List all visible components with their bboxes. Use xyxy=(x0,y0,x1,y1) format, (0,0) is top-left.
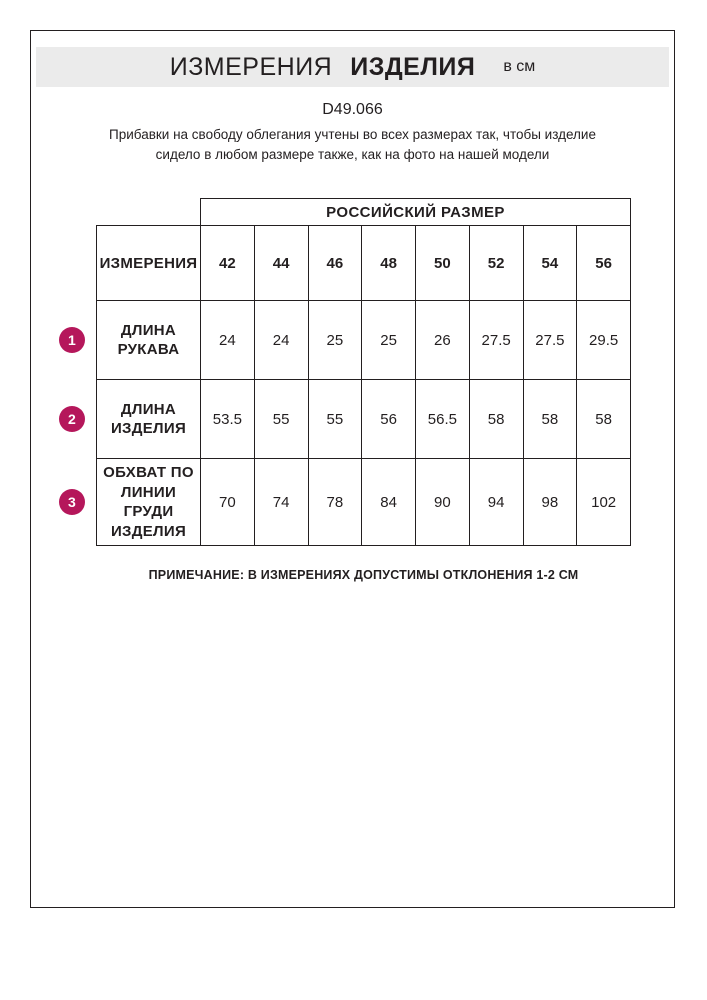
document-header xyxy=(36,47,669,87)
column-header-measurements: ИЗМЕРЕНИЯ xyxy=(97,226,201,301)
header-title-product: ИЗДЕЛИЯ xyxy=(350,52,476,81)
cell-chest-54: 98 xyxy=(523,459,577,546)
size-table-wrapper xyxy=(30,198,675,582)
cell-chest-44: 74 xyxy=(254,459,308,546)
column-header-size-50: 50 xyxy=(416,226,470,301)
row-label-sleeve-length xyxy=(67,301,201,380)
row-marker-1: 1 xyxy=(59,327,85,353)
row-label-text: ДЛИНА ИЗДЕЛИЯ xyxy=(110,400,187,438)
cell-length-54: 58 xyxy=(523,380,577,459)
table-header-row xyxy=(97,226,631,301)
header-title-measurements: ИЗМЕРЕНИЯ xyxy=(169,52,333,81)
row-label-chest-girth xyxy=(67,459,201,546)
column-header-size-52: 52 xyxy=(469,226,523,301)
cell-sleeve-54: 27.5 xyxy=(523,301,577,380)
product-code: D49.066 xyxy=(322,101,383,118)
cell-sleeve-46: 25 xyxy=(308,301,362,380)
cell-sleeve-44: 24 xyxy=(254,301,308,380)
cell-chest-48: 84 xyxy=(362,459,416,546)
cell-sleeve-50: 26 xyxy=(416,301,470,380)
table-row xyxy=(97,459,631,546)
column-header-size-44: 44 xyxy=(254,226,308,301)
column-header-size-46: 46 xyxy=(308,226,362,301)
table-corner-blank xyxy=(97,199,201,226)
row-label-product-length xyxy=(67,380,201,459)
column-header-size-56: 56 xyxy=(577,226,631,301)
cell-length-48: 56 xyxy=(362,380,416,459)
cell-chest-50: 90 xyxy=(416,459,470,546)
column-header-size-42: 42 xyxy=(201,226,255,301)
cell-length-46: 55 xyxy=(308,380,362,459)
column-header-size-48: 48 xyxy=(362,226,416,301)
table-row xyxy=(97,380,631,459)
table-row xyxy=(97,301,631,380)
cell-chest-56: 102 xyxy=(577,459,631,546)
cell-length-42: 53.5 xyxy=(201,380,255,459)
cell-sleeve-52: 27.5 xyxy=(469,301,523,380)
document-content xyxy=(30,30,675,582)
cell-length-52: 58 xyxy=(469,380,523,459)
cell-chest-46: 78 xyxy=(308,459,362,546)
fit-note: Прибавки на свободу облегания учтены во всех размерах так, чтобы изделие сидело в любом размере также, как на фото на нашей модели xyxy=(109,127,596,162)
cell-chest-42: 70 xyxy=(201,459,255,546)
cell-sleeve-48: 25 xyxy=(362,301,416,380)
cell-length-44: 55 xyxy=(254,380,308,459)
row-label-text: ОБХВАТ ПО ЛИНИИ ГРУДИ ИЗДЕЛИЯ xyxy=(103,464,194,540)
size-table xyxy=(67,198,631,546)
row-marker-3: 3 xyxy=(59,489,85,515)
group-header-russian-size: РОССИЙСКИЙ РАЗМЕР xyxy=(201,199,631,226)
table-group-header-row xyxy=(97,199,631,226)
column-header-size-54: 54 xyxy=(523,226,577,301)
cell-sleeve-56: 29.5 xyxy=(577,301,631,380)
row-marker-2: 2 xyxy=(59,406,85,432)
cell-length-56: 58 xyxy=(577,380,631,459)
cell-chest-52: 94 xyxy=(469,459,523,546)
header-unit: в см xyxy=(503,58,536,75)
row-label-text: ДЛИНА РУКАВА xyxy=(117,321,180,359)
tolerance-note: ПРИМЕЧАНИЕ: В ИЗМЕРЕНИЯХ ДОПУСТИМЫ ОТКЛОНЕНИЯ 1-2 СМ xyxy=(148,568,579,583)
cell-length-50: 56.5 xyxy=(416,380,470,459)
cell-sleeve-42: 24 xyxy=(201,301,255,380)
